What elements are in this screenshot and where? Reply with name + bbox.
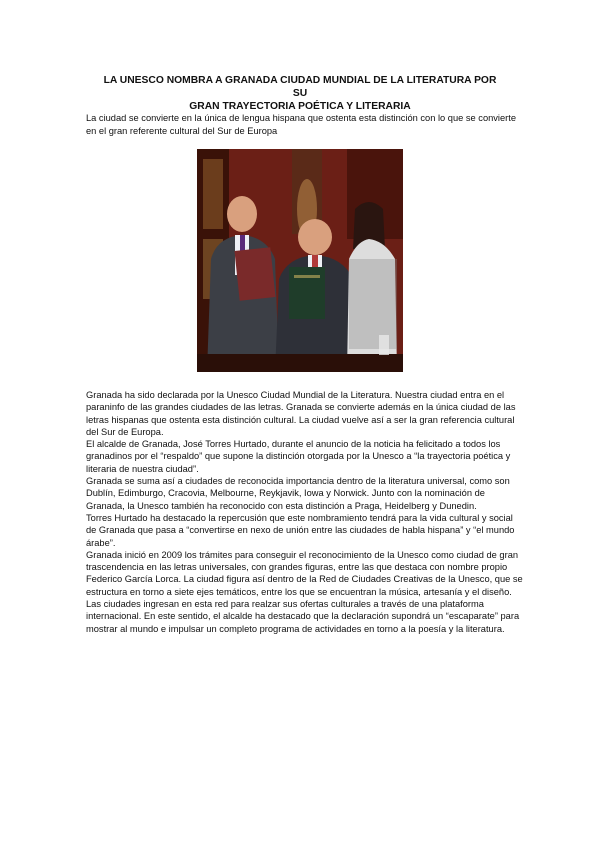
person-left-head (227, 196, 257, 232)
article-title (100, 74, 500, 113)
body-line: letras hispanas que ostenta esta distinción cultural. La ciudad vuelve así a ser la gran referencia cultural (86, 414, 515, 425)
body-line: Federico García Lorca. La ciudad figura así dentro de la Red de Ciudades Creativas de la Unesco, que se (86, 574, 523, 585)
photo-illustration (197, 149, 403, 372)
body-line: literaria de nuestra ciudad”. (86, 463, 199, 474)
body-line: Dublín, Edimburgo, Cracovia, Melbourne, Reykjavik, Iowa y Norwick. Junto con la nominación de (86, 488, 485, 499)
body-line: Granada se suma así a ciudades de reconocida importancia dentro de la literatura universal, como son (86, 476, 510, 487)
body-line: de Granada que pasa a “convertirse en nexo de unión entre las ciudades de habla hispana” y “el mundo (86, 525, 515, 536)
article-subtitle-line: en el gran referente cultural del Sur de Europa (86, 126, 278, 136)
person-center-head (298, 219, 332, 255)
article-title-line: LA UNESCO NOMBRA A GRANADA CIUDAD MUNDIAL DE LA LITERATURA POR SU (103, 75, 497, 99)
green-folder (289, 267, 325, 319)
body-line: del Sur de Europa. (86, 426, 164, 437)
body-line: paraninfo de las grandes ciudades de las letras. Granada se convierte además en la única ciudad de las (86, 402, 516, 413)
body-line: El alcalde de Granada, José Torres Hurtado, durante el anuncio de la noticia ha felicitado a todos los (86, 439, 501, 450)
article-subtitle-line: La ciudad se convierte en la única de lengua hispana que ostenta esta distinción con lo que se convierte (86, 113, 517, 123)
red-folder (234, 247, 275, 300)
body-line: árabe”. (86, 537, 116, 548)
article-title-line: GRAN TRAYECTORIA POÉTICA Y LITERARIA (189, 101, 411, 112)
body-line: granadinos por el “respaldo” que supone la distinción otorgada por la Unesco a “la trayectoria poética y (86, 451, 511, 462)
body-line: Granada inició en 2009 los trámites para conseguir el reconocimiento de la Unesco como ciudad de gran (86, 549, 519, 560)
body-line: Las ciudades ingresan en esta red para realzar sus ofertas culturales a través de una plataforma (86, 599, 484, 610)
body-line: internacional. En este sentido, el alcalde ha destacado que la declaración supondrá un “escaparate” para (86, 611, 520, 622)
body-line: Granada ha sido declarada por la Unesco Ciudad Mundial de la Literatura. Nuestra ciudad entra en el (86, 390, 505, 400)
body-line: estructura en torno a siete ejes temáticos, entre los que se encuentran la música, artesanía y el diseño. (86, 586, 512, 597)
body-line: mostrar al mundo e impulsar un completo programa de actividades en torno a la poesía y la literatura. (86, 623, 505, 634)
article-subtitle (86, 112, 518, 138)
article-body (86, 389, 526, 635)
body-line: trascendencia en las letras universales, con grandes figuras, entre las que destaca con nombre propio (86, 562, 508, 573)
article-photo (197, 149, 403, 372)
body-line: Granada, la Unesco también ha reconocido con esta distinción a Praga, Heidelberg y Dunedin. (86, 500, 477, 511)
body-line: Torres Hurtado ha destacado la repercusión que este nombramiento tendrá para la vida cultural y social (86, 512, 513, 523)
